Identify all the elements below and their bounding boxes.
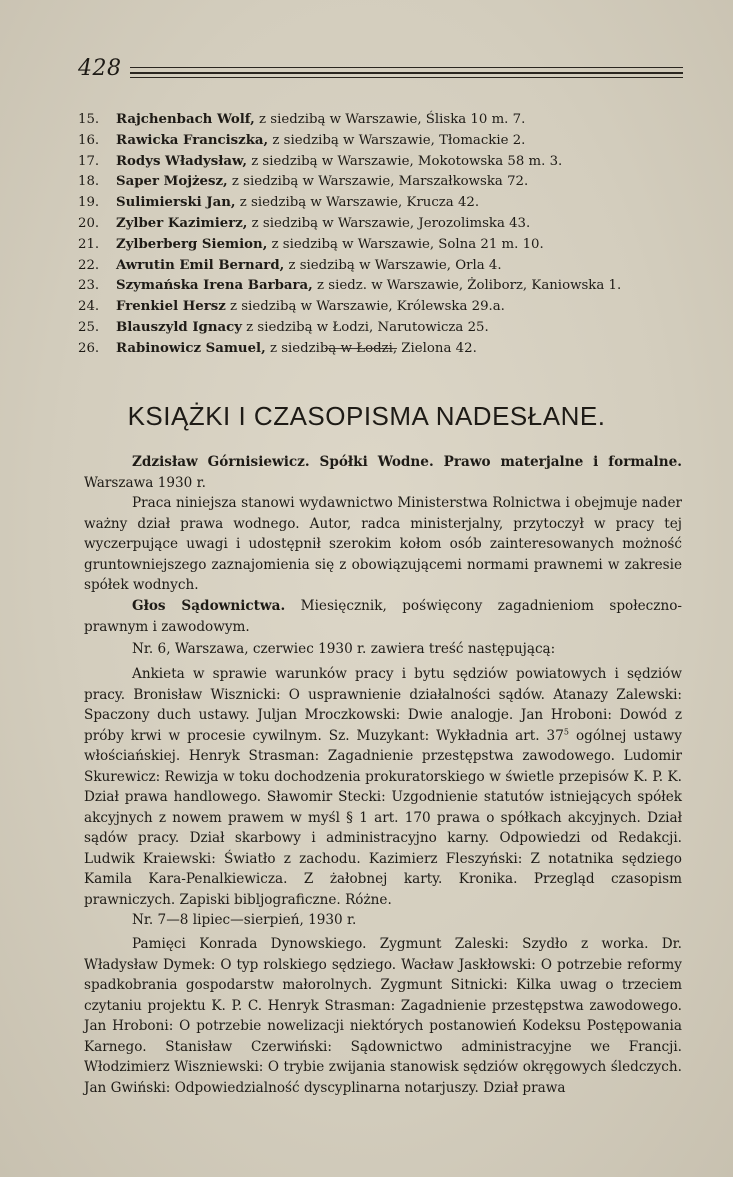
member-address: z siedzibą w Warszawie, Solna 21 m. 10. <box>267 236 544 252</box>
member-name: Rabinowicz Samuel, <box>116 340 266 356</box>
member-address: z siedzibą w Warszawie, Mokotowska 58 m. 3. <box>246 153 563 169</box>
item-number: 23. <box>78 278 100 294</box>
list-item <box>78 152 688 173</box>
member-address: z siedzibą w Warszawie, Śliska 10 m. 7. <box>254 112 526 127</box>
member-name: Saper Mojżesz, <box>116 174 228 190</box>
list-item <box>78 297 688 318</box>
issue-contents: Pamięci Konrada Dynowskiego. Zygmunt Zaleski: Szydło z worka. Dr. Władysław Dymek: O typ rolskiego sędziego. Wacław Jaskłowski: O potrzebie reformy spadkobrania gospodarstw małorolnych. Zygmunt Sitnicki: Kilka uwag o trzeciem czytaniu projektu K. P. C. Henryk Strasman: Zagadnienie przestępstwa zawodowego. Jan Hroboni: O potrzebie nowelizacji niektórych postanowień Kodeksu Postępowania Karnego. Stanisław Czerwiński: Sądownictwo administracyjne we Francji. Włodzimierz Wiszniewski: O trybie zwijania stanowisk sędziów okręgowych śledczych. Jan Gwiński: Odpowiedzialność dyscyplinarna notarjuszy. Dział prawa <box>84 936 682 1096</box>
issue-1-contents <box>84 664 682 910</box>
journal-heading <box>84 596 682 637</box>
issue-heading: Nr. 6, Warszawa, czerwiec 1930 r. zawiera treść następującą: <box>132 641 556 657</box>
section-divider <box>325 348 397 349</box>
item-number: 26. <box>78 340 100 356</box>
journal-issue-1 <box>84 639 682 660</box>
item-number: 22. <box>78 257 100 273</box>
issue-contents <box>84 664 682 910</box>
member-address: z siedzibą w Warszawie, Tłomackie 2. <box>268 132 526 148</box>
item-number: 18. <box>78 174 100 190</box>
member-name: Zylber Kazimierz, <box>116 215 248 231</box>
member-address: z siedzibą w Łodzi, Zielona 42. <box>265 340 477 356</box>
header-rule <box>130 67 683 68</box>
book-description: Praca niniejsza stanowi wydawnictwo Ministerstwa Rolnictwa i obejmuje nader ważny dział prawa wodnego. Autor, radca ministerjalny, przytoczył w pracy tej wyczerpujące uwagi i udostępnił szerokim kołom osób zainteresowanych możność gruntowniejszego zaznajomienia się z obowiązującemi normami prawnemi w zakresie spółek wodnych. <box>84 495 682 593</box>
member-address: z siedz. w Warszawie, Żoliborz, Kaniowska 1. <box>312 278 622 294</box>
member-address: z siedzibą w Łodzi, Narutowicza 25. <box>241 319 489 335</box>
journal-title: Głos Sądownictwa. <box>132 598 286 614</box>
list-item <box>78 193 688 214</box>
journal-issue-2 <box>84 910 682 931</box>
book-title-text: Zdzisław Górnisiewicz. Spółki Wodne. Prawo materjalne i formalne. <box>132 454 682 470</box>
member-name: Rawicka Franciszka, <box>116 132 269 148</box>
member-address: z siedzibą w Warszawie, Królewska 29.a. <box>225 299 505 315</box>
book-publication: Warszawa 1930 r. <box>84 474 206 491</box>
member-address: z siedzibą w Warszawie, Jerozolimska 43. <box>247 215 531 231</box>
issue-2-contents <box>84 934 682 1098</box>
contents-text: ogólnej ustawy włościańskiej. Henryk Strasman: Zagadnienie przestępstwa zawodowego. Ludomir Skurewicz: Rewizja w toku dochodzenia prokuratorskiego w świetle przepisów K. P. K. Dział prawa handlowego. Sławomir Stecki: Uzgodnienie statutów istniejących spółek akcyjnych z nowem prawem w myśl § 1 art. 170 prawa o spółkach akcyjnych. Dział sądów pracy. Dział skarbowy i administracyjno karny. Odpowiedzi od Redakcji. Ludwik Kraiewski: Światło z zachodu. Kazimierz Fleszyński: Z notatnika sędziego Kamila Kara-Penalkiewicza. Z żałobnej karty. Kronika. Przegląd czasopism prawniczych. Zapiski bibljograficzne. Różne. <box>84 727 682 908</box>
footnote-mark: 5 <box>563 726 569 736</box>
item-number: 24. <box>78 299 100 315</box>
header-rule <box>130 72 683 74</box>
page-number: 428 <box>78 56 122 81</box>
journal-subtitle: Miesięcznik, poświęcony zagadnieniom społeczno-prawnym i zawodowym. <box>84 598 682 635</box>
list-item <box>78 214 688 235</box>
item-number: 20. <box>78 215 100 231</box>
member-name: Frenkiel Hersz <box>116 299 226 315</box>
book-title <box>84 452 682 473</box>
member-list <box>78 110 688 360</box>
page-header <box>78 56 683 86</box>
list-item <box>78 110 688 131</box>
member-address: z siedzibą w Warszawie, Krucza 42. <box>235 195 480 211</box>
member-name: Rodys Władysław, <box>116 153 247 169</box>
list-item <box>78 172 688 193</box>
item-number: 16. <box>78 132 100 148</box>
list-item <box>78 318 688 339</box>
member-name: Rajchenbach Wolf, <box>116 112 255 127</box>
member-address: z siedzibą w Warszawie, Marszałkowska 72. <box>227 174 529 190</box>
book-review <box>84 452 682 596</box>
list-item <box>78 256 688 277</box>
header-rule <box>130 77 683 78</box>
item-number: 17. <box>78 153 100 169</box>
item-number: 21. <box>78 236 100 252</box>
list-item <box>78 131 688 152</box>
member-address: z siedzibą w Warszawie, Orla 4. <box>284 257 502 273</box>
journal-entry <box>84 596 682 637</box>
item-number: 25. <box>78 319 100 335</box>
contents-text: Ankieta w sprawie warunków pracy i bytu sędziów powiatowych i sędziów pracy. Bronisław Wisznicki: O usprawnienie działalności sądów. Atanazy Zalewski: Spaczony duch ustawy. Juljan Mroczkowski: Dwie analogje. Jan Hroboni: Dowód z próby krwi w procesie cywilnym. Sz. Muzykant: Wykładnia art. 37 <box>84 666 682 744</box>
member-name: Zylberberg Siemion, <box>116 236 268 252</box>
issue-heading: Nr. 7—8 lipiec—sierpień, 1930 r. <box>132 912 357 928</box>
member-name: Blauszyld Ignacy <box>116 319 242 335</box>
member-name: Sulimierski Jan, <box>116 195 236 211</box>
member-name: Szymańska Irena Barbara, <box>116 278 313 294</box>
member-name: Awrutin Emil Bernard, <box>116 257 285 273</box>
item-number: 19. <box>78 195 100 211</box>
item-number: 15. <box>78 112 100 127</box>
list-item <box>78 235 688 256</box>
list-item <box>78 339 688 360</box>
section-title: KSIĄŻKI I CZASOPISMA NADESŁANE. <box>127 401 606 431</box>
list-item <box>78 276 688 297</box>
